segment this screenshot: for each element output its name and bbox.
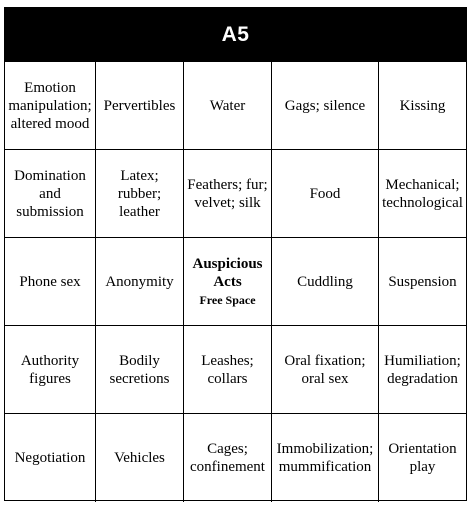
bingo-cell[interactable]: Pervertibles (96, 62, 184, 150)
bingo-cell[interactable]: Oral fixation; oral sex (272, 326, 379, 414)
free-space-label: Free Space (199, 293, 256, 307)
bingo-cell[interactable]: Gags; silence (272, 62, 379, 150)
bingo-cell[interactable]: Orientation play (388, 441, 457, 475)
bingo-card (4, 7, 467, 501)
bingo-cell[interactable]: Domination and submission (5, 150, 96, 238)
bingo-cell[interactable]: Anonymity (96, 238, 184, 326)
bingo-cell[interactable]: Cuddling (272, 238, 379, 326)
free-space-title: Auspicious Acts (192, 256, 263, 290)
bingo-cell[interactable]: Negotiation (5, 414, 96, 502)
bingo-cell[interactable]: Bodily secretions (96, 326, 184, 414)
bingo-cell[interactable]: Cages; confinement (184, 414, 272, 502)
bingo-cell[interactable]: Phone sex (5, 238, 96, 326)
bingo-grid (5, 62, 466, 502)
bingo-cell[interactable]: Immobilization; mummification (272, 414, 379, 502)
bingo-cell[interactable]: Food (272, 150, 379, 238)
bingo-cell[interactable]: Leashes; collars (184, 326, 272, 414)
card-title: A5 (5, 8, 466, 62)
bingo-cell[interactable]: Latex; rubber; leather (96, 150, 184, 238)
bingo-cell[interactable]: Vehicles (96, 414, 184, 502)
bingo-cell[interactable]: Water (184, 62, 272, 150)
bingo-cell[interactable]: Kissing (379, 62, 466, 150)
bingo-cell[interactable]: Authority figures (5, 326, 96, 414)
bingo-cell[interactable]: Mechanical; technological (379, 150, 466, 238)
bingo-cell[interactable]: Feathers; fur; velvet; silk (184, 150, 272, 238)
bingo-cell[interactable]: Suspension (379, 238, 466, 326)
bingo-cell[interactable]: Emotion manipulation; altered mood (5, 62, 96, 150)
free-space-cell[interactable] (184, 238, 272, 326)
bingo-cell[interactable]: Humiliation; degradation (379, 326, 466, 414)
